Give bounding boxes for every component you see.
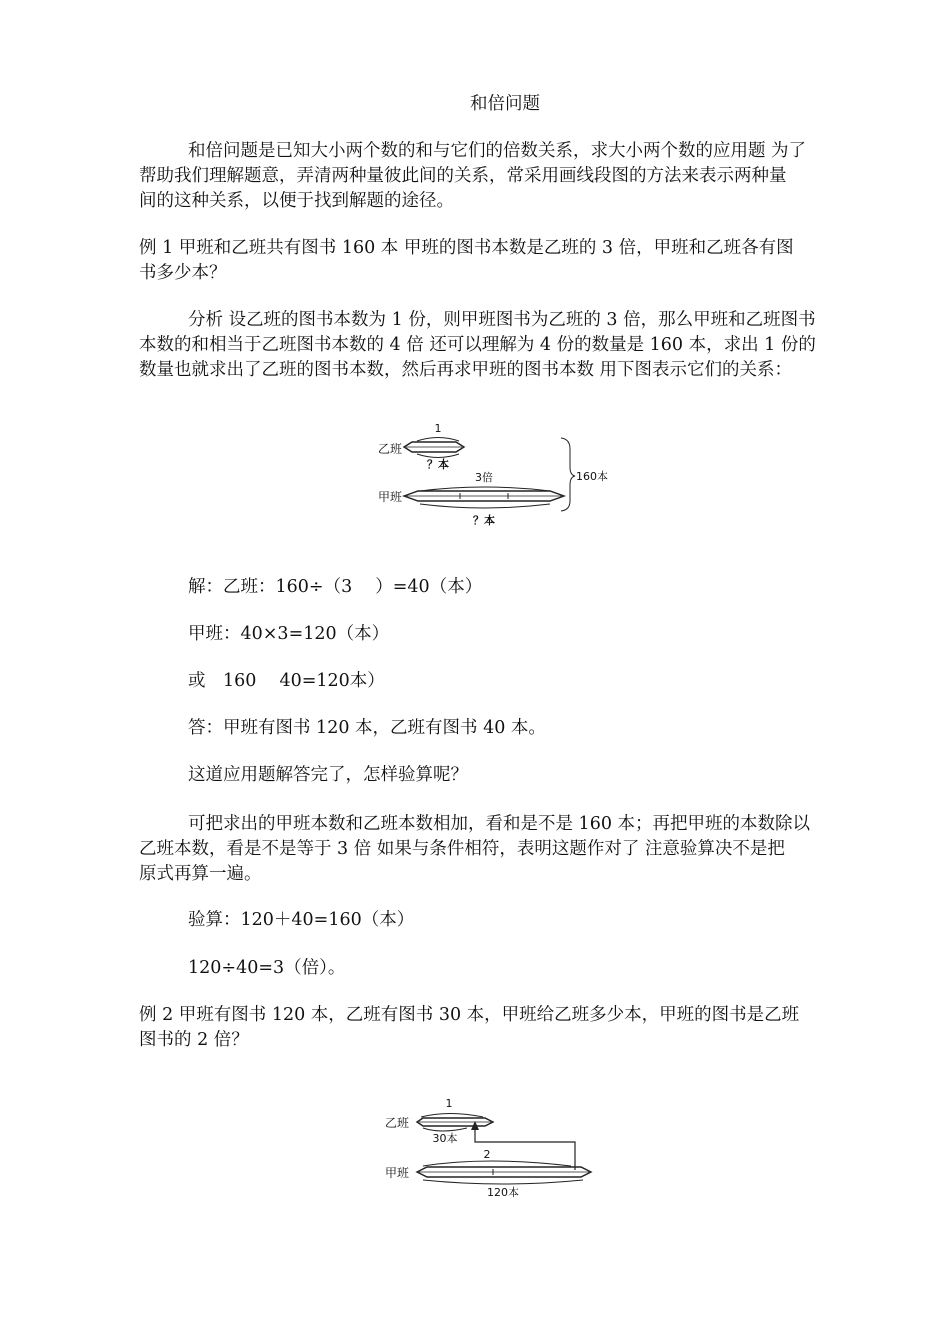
diagram1-yi-bottom-brace xyxy=(417,454,459,458)
analysis-line-3: 数量也就求出了乙班的图书本数，然后再求甲班的图书本数 用下图表示它们的关系： xyxy=(139,360,793,380)
verify-line-2: 120÷40=3（倍）。 xyxy=(188,958,346,978)
analysis-line-1: 分析 设乙班的图书本数为 1 份，则甲班图书为乙班的 3 倍，那么甲班和乙班图书 xyxy=(188,310,816,330)
line-segment-diagram-2 xyxy=(375,1090,615,1205)
diagram2-jia-bottom-brace xyxy=(423,1180,583,1184)
diagram1-total-brace xyxy=(561,438,575,511)
example1-question-line-1: 例 1 甲班和乙班共有图书 160 本 甲班的图书本数是乙班的 3 倍，甲班和乙班各有图 xyxy=(139,238,794,258)
diagram1-jia-bottom-brace xyxy=(420,504,550,508)
answer-line: 答：甲班有图书 120 本，乙班有图书 40 本。 xyxy=(188,718,546,738)
intro-line-1: 和倍问题是已知大小两个数的和与它们的倍数关系，求大小两个数的应用题 为了 xyxy=(188,141,807,161)
check-text-line-2: 乙班本数，看是不是等于 3 倍 如果与条件相符，表明这题作对了 注意验算决不是把 xyxy=(139,839,785,859)
diagram1-jia-top: 3倍 xyxy=(475,471,493,484)
verify-line-1: 验算：120＋40=160（本） xyxy=(188,910,415,930)
diagram2-yi-top-brace xyxy=(421,1114,483,1118)
diagram2-jia-top-brace xyxy=(423,1161,571,1166)
diagram1-yi-bottom: ？本 xyxy=(427,458,449,471)
example1-question-line-2: 书多少本？ xyxy=(139,263,227,283)
diagram2-jia-bottom: 120本 xyxy=(487,1186,519,1199)
page-title: 和倍问题 xyxy=(470,94,540,114)
solution-line-3: 或 160 40=120本） xyxy=(188,671,385,691)
diagram1-label-yi: 乙班 xyxy=(378,442,403,456)
line-segment-diagram-1 xyxy=(360,415,640,535)
intro-line-2: 帮助我们理解题意，弄清两种量彼此间的关系，常采用画线段图的方法来表示两种量 xyxy=(139,166,787,186)
diagram1-total-label: 160本 xyxy=(576,470,608,483)
check-text-line-1: 可把求出的甲班本数和乙班本数相加，看和是不是 160 本；再把甲班的本数除以 xyxy=(188,814,811,834)
diagram1-label-jia: 甲班 xyxy=(378,490,403,504)
diagram2-yi-top: 1 xyxy=(445,1097,453,1110)
solution-line-2: 甲班：40×3=120（本） xyxy=(188,624,390,644)
diagram2-label-jia: 甲班 xyxy=(385,1166,410,1180)
solution-line-1: 解：乙班：160÷（3 ）=40（本） xyxy=(188,577,483,597)
example2-question-line-2: 图书的 2 倍？ xyxy=(139,1030,249,1050)
example2-question-line-1: 例 2 甲班有图书 120 本，乙班有图书 30 本，甲班给乙班多少本，甲班的图书是乙班 xyxy=(139,1005,800,1025)
diagram2-yi-bottom-brace xyxy=(423,1128,467,1131)
analysis-line-2: 本数的和相当于乙班图书本数的 4 倍 还可以理解为 4 份的数量是 160 本，求出 1 份的 xyxy=(139,335,816,355)
check-question-line: 这道应用题解答完了，怎样验算呢？ xyxy=(188,765,468,785)
diagram1-jia-bottom: ？本 xyxy=(473,514,495,527)
diagram2-label-yi: 乙班 xyxy=(385,1116,410,1130)
diagram1-yi-top: 1 xyxy=(434,422,442,435)
diagram2-jia-top: 2 xyxy=(483,1148,491,1161)
check-text-line-3: 原式再算一遍。 xyxy=(139,864,262,884)
diagram1-yi-top-brace xyxy=(417,438,459,442)
diagram2-yi-bottom: 30本 xyxy=(432,1132,458,1145)
intro-line-3: 间的这种关系，以便于找到解题的途径。 xyxy=(139,191,454,211)
